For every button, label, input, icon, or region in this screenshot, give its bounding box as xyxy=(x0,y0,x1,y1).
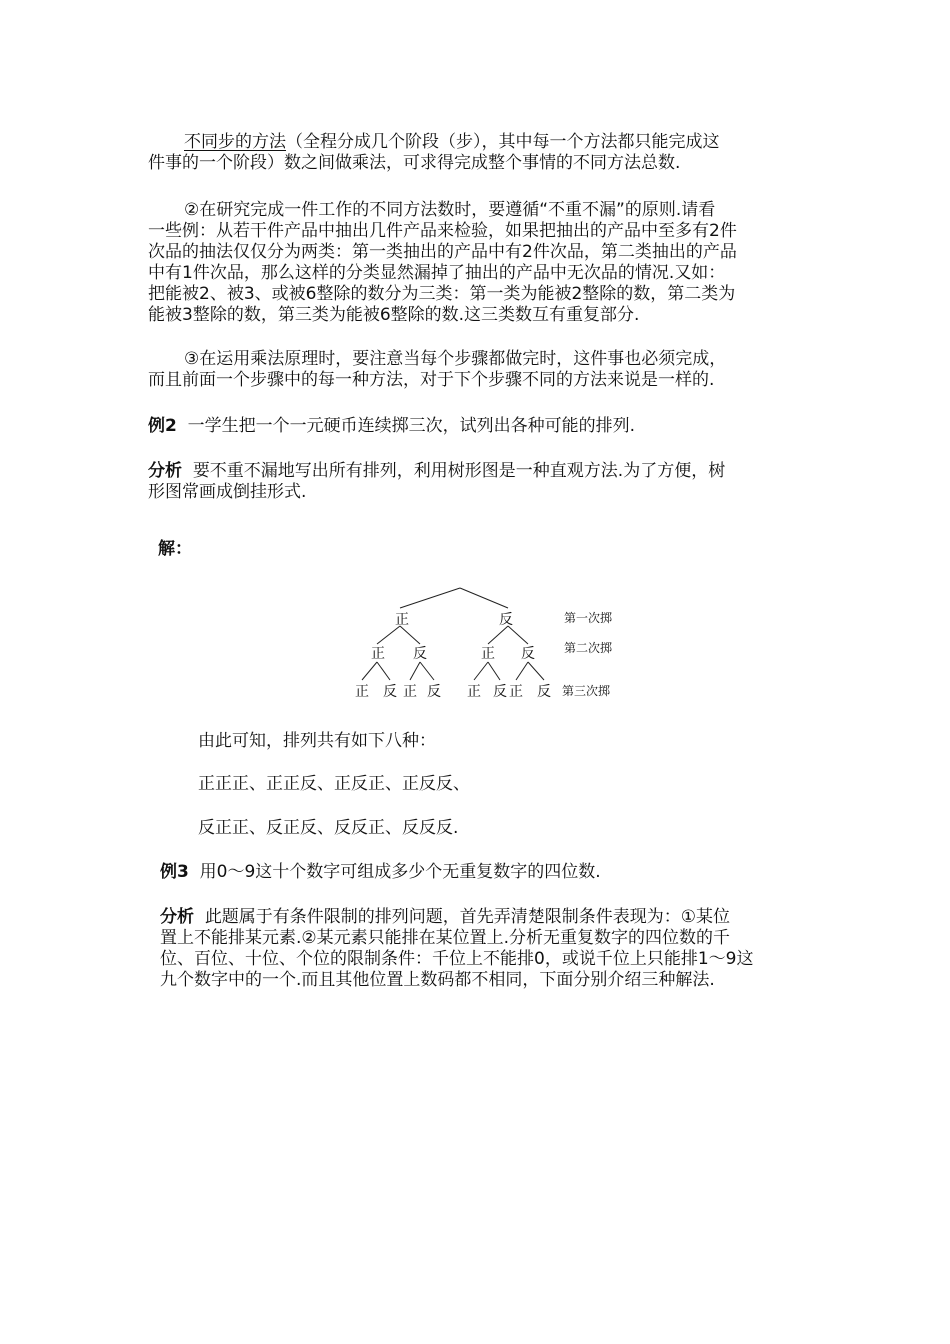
example-text: 一学生把一个一元硬币连续掷三次，试列出各种可能的排列. xyxy=(187,416,636,436)
paragraph-line: 九个数字中的一个.而且其他位置上数码都不相同，下面分别介绍三种解法. xyxy=(160,970,715,990)
solution-label: 解： xyxy=(158,539,192,559)
paragraph-line xyxy=(148,132,720,153)
tree-edge xyxy=(474,662,488,680)
tree-node-tails: 反 xyxy=(493,684,507,700)
tree-edge xyxy=(420,662,434,680)
paragraph-line xyxy=(160,907,753,928)
tree-level-label: 第二次掷 xyxy=(564,641,613,655)
tree-edge xyxy=(362,662,377,680)
paragraph-multiplication-intro xyxy=(148,132,720,174)
tree-edge xyxy=(410,662,420,680)
analysis-label: 分析 xyxy=(160,907,194,927)
tree-node-tails: 反 xyxy=(537,684,551,700)
tree-node-tails: 反 xyxy=(521,646,535,662)
paragraph-line: 能被3整除的数，第三类为能被6整除的数.这三类数互有重复部分. xyxy=(148,305,640,325)
paragraph-principle-3 xyxy=(148,349,726,391)
analysis-3 xyxy=(160,907,753,991)
example-label: 例3 xyxy=(160,862,189,882)
tree-node-tails: 反 xyxy=(427,684,441,700)
tree-edges xyxy=(362,588,544,680)
tree-node-heads: 正 xyxy=(481,646,495,662)
tree-edge xyxy=(488,662,500,680)
paragraph-line: 中有1件次品，那么这样的分类显然漏掉了抽出的产品中无次品的情况.又如： xyxy=(148,263,726,283)
analysis-text: 要不重不漏地写出所有排列，利用树形图是一种直观方法.为了方便，树 xyxy=(192,461,726,481)
tree-edge xyxy=(400,626,420,644)
tree-node-tails: 反 xyxy=(413,646,427,662)
paragraph-line: 位、百位、十位、个位的限制条件：千位上不能排0，或说千位上只能排1～9这 xyxy=(160,949,754,969)
paragraph-line: 置上不能排某元素.②某元素只能排在某位置上.分析无重复数字的四位数的千 xyxy=(160,928,731,948)
tree-edge xyxy=(528,662,544,680)
tree-level-label: 第一次掷 xyxy=(564,611,613,625)
result-intro: 由此可知，排列共有如下八种： xyxy=(198,731,436,751)
paragraph-line: ③在运用乘法原理时，要注意当每个步骤都做完时，这件事也必须完成， xyxy=(184,349,727,369)
tree-edge xyxy=(377,662,390,680)
tree-edge xyxy=(508,626,528,644)
tree-edge xyxy=(488,626,508,644)
underlined-term: 不同步的方法 xyxy=(184,132,286,152)
paragraph-line: 形图常画成倒挂形式. xyxy=(148,482,307,502)
tree-level-label: 第三次掷 xyxy=(562,684,611,698)
paragraph-line: 而且前面一个步骤中的每一种方法，对于下个步骤不同的方法来说是一样的. xyxy=(148,370,715,390)
tree-node-heads: 正 xyxy=(467,684,481,700)
example-text: 用0～9这十个数字可组成多少个无重复数字的四位数. xyxy=(199,862,601,882)
tree-node-tails: 反 xyxy=(383,684,397,700)
paragraph-line xyxy=(148,461,725,482)
tree-node-heads: 正 xyxy=(509,684,523,700)
paragraph-line: 把能被2、被3、或被6整除的数分为三类：第一类为能被2整除的数，第二类为 xyxy=(148,284,736,304)
tree-node-tails: 反 xyxy=(499,612,513,628)
text-span: （全程分成几个阶段（步），其中每一个方法都只能完成这 xyxy=(286,132,720,152)
paragraph-line: 次品的抽法仅仅分为两类：第一类抽出的产品中有2件次品，第二类抽出的产品 xyxy=(148,242,737,262)
tree-node-heads: 正 xyxy=(403,684,417,700)
paragraph-line xyxy=(148,416,635,437)
tree-diagram xyxy=(340,582,640,712)
tree-edge xyxy=(400,588,460,608)
paragraph-line: ②在研究完成一件工作的不同方法数时，要遵循“不重不漏”的原则.请看 xyxy=(184,200,716,220)
tree-node-heads: 正 xyxy=(355,684,369,700)
analysis-text: 此题属于有条件限制的排列问题，首先弄清楚限制条件表现为：①某位 xyxy=(204,907,731,927)
analysis-label: 分析 xyxy=(148,461,182,481)
tree-edge xyxy=(377,626,400,644)
paragraph-principle-2 xyxy=(148,200,737,326)
tree-node-heads: 正 xyxy=(371,646,385,662)
tree-edge xyxy=(516,662,528,680)
paragraph-line: 一些例：从若干件产品中抽出几件产品来检验，如果把抽出的产品中至多有2件 xyxy=(148,221,737,241)
tree-node-heads: 正 xyxy=(395,612,409,628)
result-row-2: 反正正、反正反、反反正、反反反. xyxy=(198,818,459,838)
result-row-1: 正正正、正正反、正反正、正反反、 xyxy=(198,774,470,794)
paragraph-line: 件事的一个阶段）数之间做乘法，可求得完成整个事情的不同方法总数. xyxy=(148,153,681,173)
tree-edge xyxy=(460,588,508,608)
example-2 xyxy=(148,416,635,437)
example-3 xyxy=(160,862,601,883)
paragraph-line xyxy=(160,862,601,883)
analysis-2 xyxy=(148,461,725,503)
example-label: 例2 xyxy=(148,416,177,436)
